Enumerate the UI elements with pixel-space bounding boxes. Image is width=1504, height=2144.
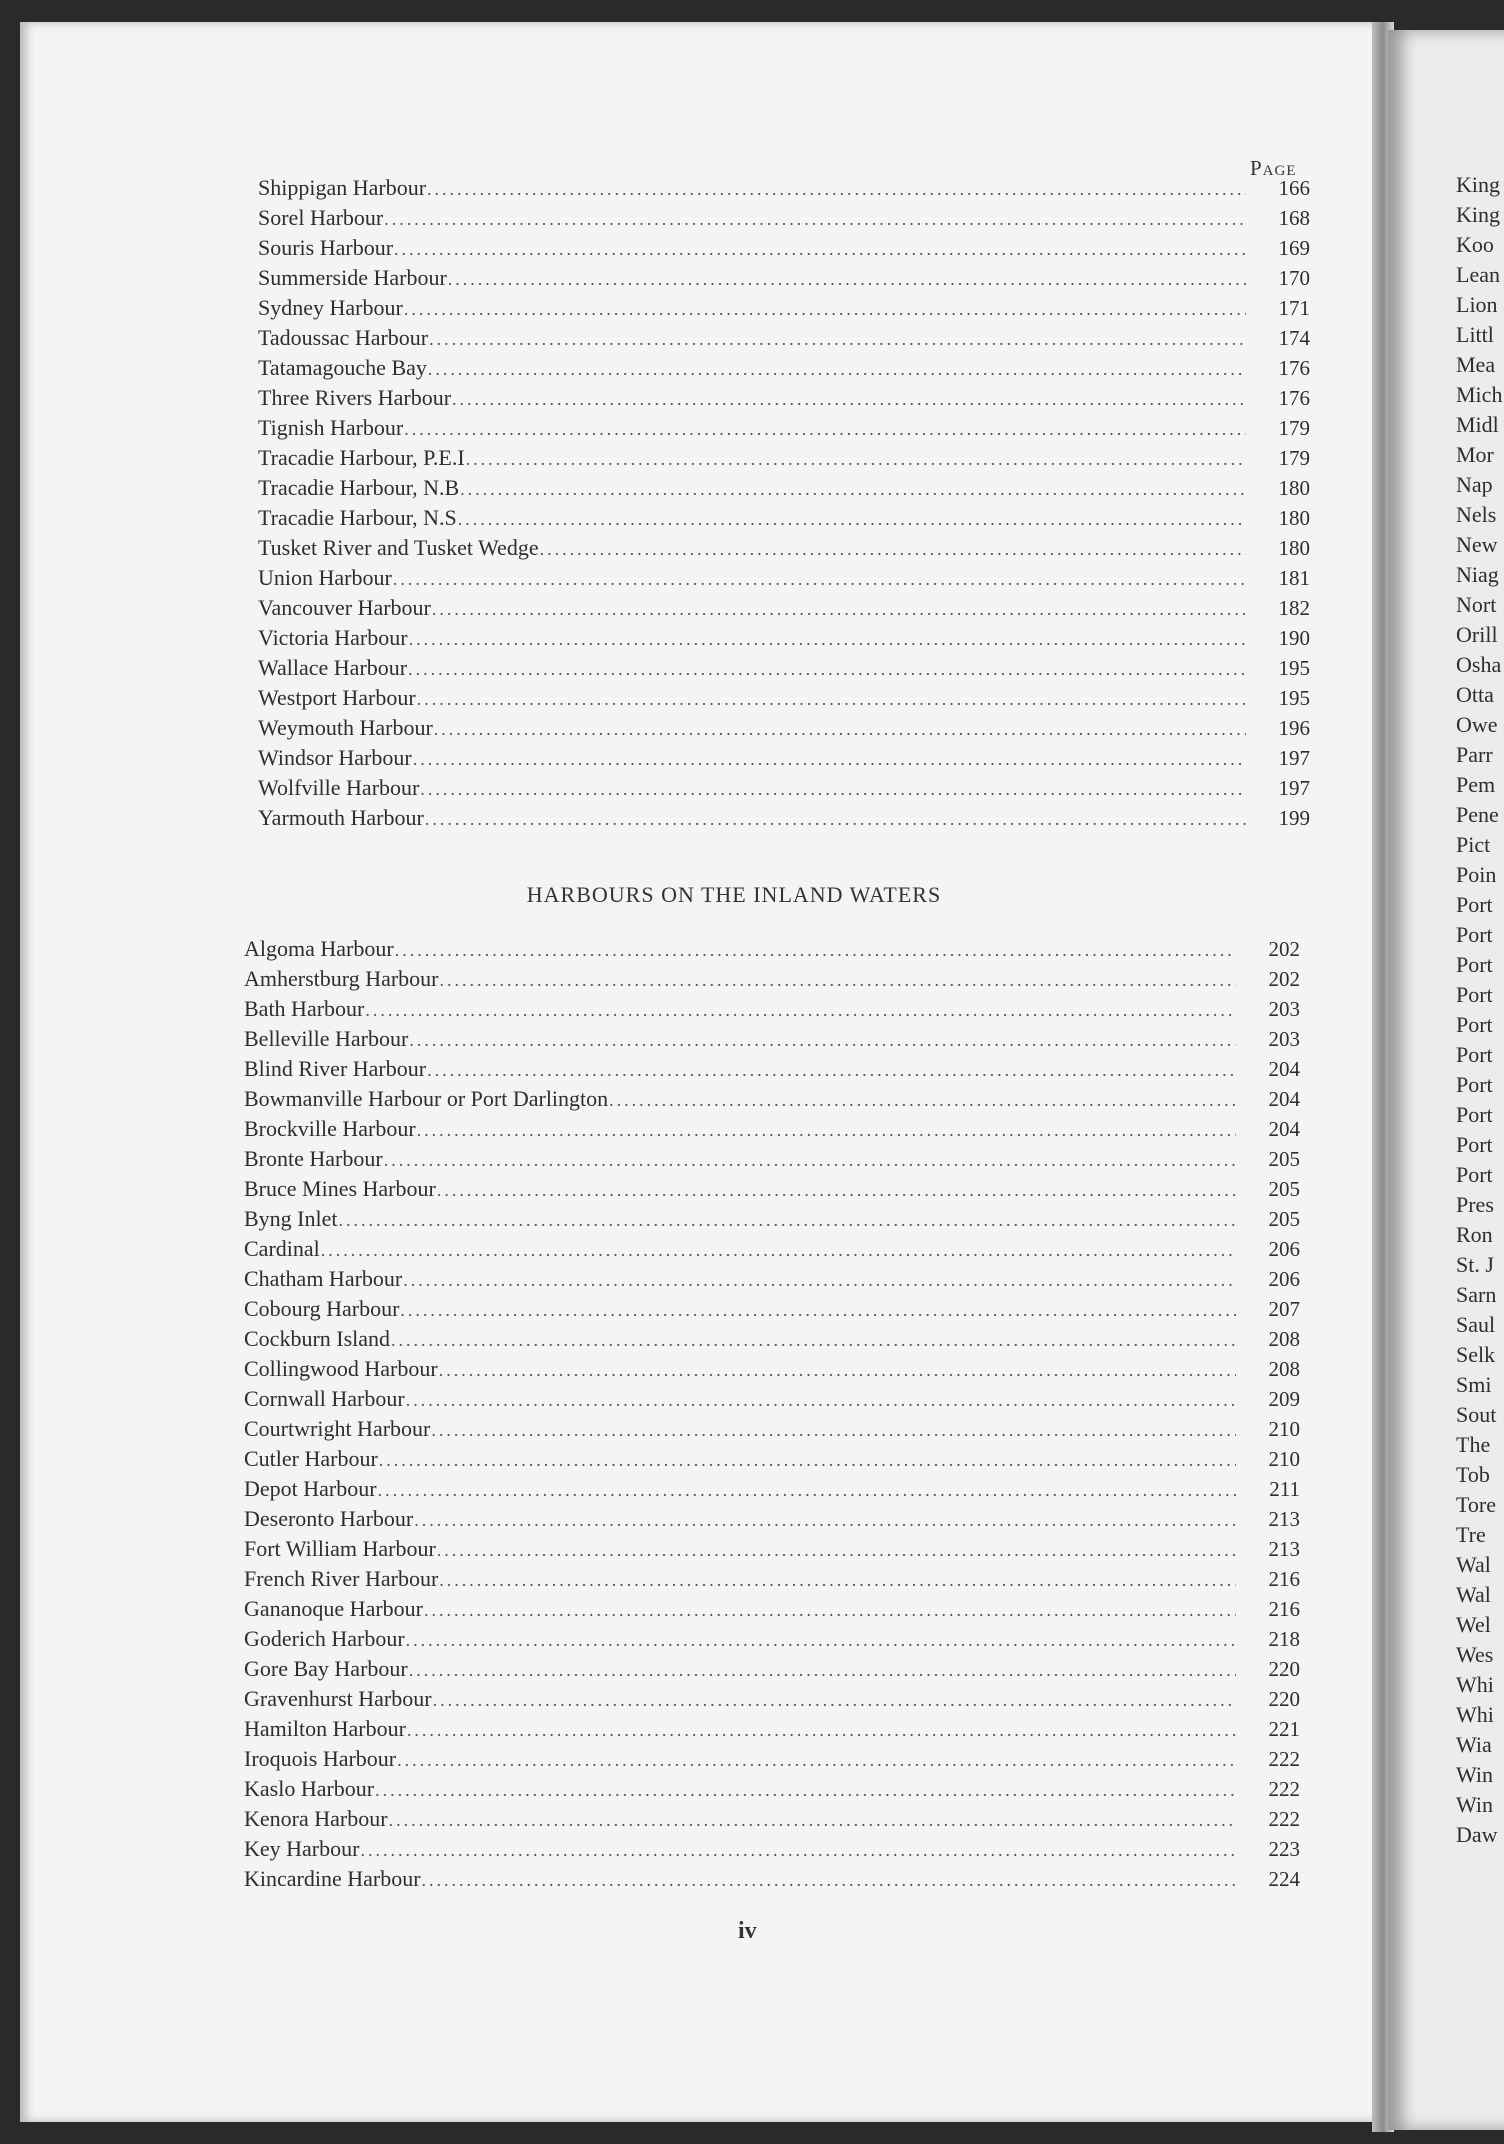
right-page-entry-fragment: Wel xyxy=(1456,1612,1491,1637)
toc-entry-page: 182 xyxy=(1278,596,1310,620)
toc-entry-name: Algoma Harbour xyxy=(244,936,394,961)
toc-entry-name: Gore Bay Harbour xyxy=(244,1656,408,1681)
toc-entry xyxy=(244,1806,1300,1836)
toc-entry-page: 220 xyxy=(1268,1657,1300,1681)
toc-entry xyxy=(244,1866,1300,1896)
toc-entry-name: Hamilton Harbour xyxy=(244,1716,406,1741)
right-page-entry-fragment: Lion xyxy=(1456,292,1498,317)
right-page-entry-fragment: Wia xyxy=(1456,1732,1492,1757)
dot-leader xyxy=(360,1840,1236,1861)
dot-leader xyxy=(434,719,1246,740)
toc-entry xyxy=(244,1386,1300,1416)
right-page-entry-fragment: Win xyxy=(1456,1792,1493,1817)
toc-entry-name: Sorel Harbour xyxy=(258,205,384,230)
toc-entry xyxy=(244,1086,1300,1116)
dot-leader xyxy=(393,569,1246,590)
dot-leader xyxy=(422,1870,1236,1891)
toc-entry-page: 222 xyxy=(1268,1777,1300,1801)
right-page-entry-fragment: Lean xyxy=(1456,262,1500,287)
dot-leader xyxy=(439,1570,1236,1591)
toc-entry-name: Victoria Harbour xyxy=(258,625,408,650)
toc-entry-name: Courtwright Harbour xyxy=(244,1416,431,1441)
toc-entry-page: 205 xyxy=(1268,1177,1300,1201)
right-page-entry-fragment: Port xyxy=(1456,982,1493,1007)
right-page-entry-fragment: Port xyxy=(1456,1132,1493,1157)
toc-entry-name: Vancouver Harbour xyxy=(258,595,431,620)
toc-entry-page: 179 xyxy=(1278,446,1310,470)
toc-entry xyxy=(258,325,1310,355)
dot-leader xyxy=(339,1210,1237,1231)
toc-entry-name: Weymouth Harbour xyxy=(258,715,433,740)
toc-entry-page: 218 xyxy=(1268,1627,1300,1651)
dot-leader xyxy=(440,970,1237,991)
toc-entry-name: Tatamagouche Bay xyxy=(258,355,427,380)
toc-entry xyxy=(244,1626,1300,1656)
right-page-entry-fragment: Sarn xyxy=(1456,1282,1497,1307)
right-page-entry-fragment: Poin xyxy=(1456,862,1497,887)
dot-leader xyxy=(424,1600,1236,1621)
right-page-entry-fragment: Wal xyxy=(1456,1552,1491,1577)
dot-leader xyxy=(384,1150,1236,1171)
toc-entry-name: Cobourg Harbour xyxy=(244,1296,400,1321)
toc-entry-page: 211 xyxy=(1269,1477,1300,1501)
toc-entry-page: 216 xyxy=(1268,1597,1300,1621)
toc-entry-page: 176 xyxy=(1278,386,1310,410)
toc-entry-name: Collingwood Harbour xyxy=(244,1356,438,1381)
right-page-entry-fragment: Smi xyxy=(1456,1372,1492,1397)
toc-entry-name: Kaslo Harbour xyxy=(244,1776,375,1801)
toc-entry xyxy=(258,505,1310,535)
right-page-entry-fragment: Port xyxy=(1456,1072,1493,1097)
toc-entry-page: 216 xyxy=(1268,1567,1300,1591)
dot-leader xyxy=(379,1450,1236,1471)
toc-entry-name: Bruce Mines Harbour xyxy=(244,1176,436,1201)
toc-entry-page: 197 xyxy=(1278,776,1310,800)
dot-leader xyxy=(408,659,1246,680)
toc-entry xyxy=(244,1296,1300,1326)
dot-leader xyxy=(452,389,1246,410)
toc-entry-page: 166 xyxy=(1278,176,1310,200)
toc-entry xyxy=(258,565,1310,595)
toc-entry-name: Sydney Harbour xyxy=(258,295,403,320)
toc-entry-page: 168 xyxy=(1278,206,1310,230)
right-page-entry-fragment: Ron xyxy=(1456,1222,1493,1247)
toc-entry-name: Kenora Harbour xyxy=(244,1806,388,1831)
toc-entry xyxy=(258,415,1310,445)
dot-leader xyxy=(466,449,1246,470)
right-page-entry-fragment: Sout xyxy=(1456,1402,1497,1427)
right-page-entry-fragment: St. J xyxy=(1456,1252,1494,1277)
right-page-entry-fragment: King xyxy=(1456,172,1500,197)
dot-leader xyxy=(395,940,1236,961)
right-page-entry-fragment: Port xyxy=(1456,952,1493,977)
toc-entry xyxy=(244,966,1300,996)
toc-entry-name: Deseronto Harbour xyxy=(244,1506,414,1531)
toc-entry-page: 209 xyxy=(1268,1387,1300,1411)
toc-entry-page: 222 xyxy=(1268,1747,1300,1771)
toc-entry xyxy=(244,1596,1300,1626)
dot-leader xyxy=(437,1540,1236,1561)
right-page-entry-fragment: Wal xyxy=(1456,1582,1491,1607)
section-heading-text: HARBOURS ON THE INLAND WATERS xyxy=(526,882,942,907)
toc-entry xyxy=(244,1056,1300,1086)
toc-entry-name: Bronte Harbour xyxy=(244,1146,383,1171)
toc-entry-page: 206 xyxy=(1268,1267,1300,1291)
toc-entry xyxy=(244,1116,1300,1146)
section-heading xyxy=(20,882,1388,908)
toc-entry-page: 213 xyxy=(1268,1537,1300,1561)
right-page-entry-fragment: Whi xyxy=(1456,1702,1494,1727)
toc-entry-name: Souris Harbour xyxy=(258,235,394,260)
dot-leader xyxy=(378,1480,1236,1501)
toc-entry-name: Iroquois Harbour xyxy=(244,1746,397,1771)
right-page-entry-fragment: Mor xyxy=(1456,442,1494,467)
right-page-entry-fragment: Mich xyxy=(1456,382,1503,407)
right-page-entry-fragment: Pene xyxy=(1456,802,1499,827)
toc-entry xyxy=(258,175,1310,205)
toc-entry-name: Tignish Harbour xyxy=(258,415,404,440)
right-page-entry-fragment: Pict xyxy=(1456,832,1491,857)
dot-leader xyxy=(429,329,1246,350)
right-page-entry-fragment: Pem xyxy=(1456,772,1496,797)
toc-entry-page: 179 xyxy=(1278,416,1310,440)
toc-entry-name: Westport Harbour xyxy=(258,685,416,710)
toc-entry-page: 169 xyxy=(1278,236,1310,260)
dot-leader xyxy=(400,1300,1236,1321)
right-page-entry-fragment: Saul xyxy=(1456,1312,1496,1337)
toc-entry xyxy=(244,936,1300,966)
toc-entry-name: Windsor Harbour xyxy=(258,745,412,770)
right-page-entry-fragment: Mea xyxy=(1456,352,1496,377)
page-column-label: Page xyxy=(1250,156,1297,180)
dot-leader xyxy=(375,1780,1236,1801)
toc-entry xyxy=(258,745,1310,775)
right-page-entry-fragment: Parr xyxy=(1456,742,1493,767)
toc-entry xyxy=(244,1206,1300,1236)
toc-entry-name: Union Harbour xyxy=(258,565,392,590)
toc-entry xyxy=(244,1716,1300,1746)
right-page-entry-fragment: Niag xyxy=(1456,562,1499,587)
toc-entry xyxy=(244,1356,1300,1386)
toc-entry-page: 190 xyxy=(1278,626,1310,650)
toc-entry-page: 208 xyxy=(1268,1357,1300,1381)
dot-leader xyxy=(417,1120,1236,1141)
toc-entry-name: Blind River Harbour xyxy=(244,1056,427,1081)
dot-leader xyxy=(391,1330,1236,1351)
toc-entry xyxy=(258,685,1310,715)
dot-leader xyxy=(460,479,1246,500)
toc-entry-name: Tracadie Harbour, P.E.I xyxy=(258,445,465,470)
toc-entry-name: Kincardine Harbour xyxy=(244,1866,421,1891)
toc-entry-page: 223 xyxy=(1268,1837,1300,1861)
toc-list-maritime xyxy=(258,175,1310,835)
page-folio: iv xyxy=(738,1918,757,1944)
dot-leader xyxy=(404,299,1246,320)
toc-entry-name: Summerside Harbour xyxy=(258,265,447,290)
toc-entry-page: 210 xyxy=(1268,1447,1300,1471)
toc-entry-name: Fort William Harbour xyxy=(244,1536,436,1561)
toc-entry-page: 196 xyxy=(1278,716,1310,740)
right-page-entry-fragment: Osha xyxy=(1456,652,1502,677)
toc-entry xyxy=(258,805,1310,835)
toc-entry xyxy=(258,775,1310,805)
dot-leader xyxy=(433,1690,1236,1711)
toc-entry-name: French River Harbour xyxy=(244,1566,439,1591)
dot-leader xyxy=(413,749,1246,770)
dot-leader xyxy=(448,269,1246,290)
toc-entry xyxy=(244,1476,1300,1506)
toc-entry xyxy=(244,1236,1300,1266)
right-page-entry-fragment: Tob xyxy=(1456,1462,1490,1487)
toc-entry xyxy=(244,1686,1300,1716)
toc-entry-page: 195 xyxy=(1278,656,1310,680)
toc-entry-page: 206 xyxy=(1268,1237,1300,1261)
dot-leader xyxy=(384,209,1246,230)
toc-entry xyxy=(244,1836,1300,1866)
right-page-entry-fragment: Whi xyxy=(1456,1672,1494,1697)
right-page-entry-fragment: New xyxy=(1456,532,1498,557)
toc-entry-name: Gananoque Harbour xyxy=(244,1596,423,1621)
toc-entry-name: Depot Harbour xyxy=(244,1476,377,1501)
toc-list-inland xyxy=(244,936,1300,1896)
right-page-entry-fragment: Wes xyxy=(1456,1642,1494,1667)
right-page-entry-fragment: Littl xyxy=(1456,322,1494,347)
dot-leader xyxy=(321,1240,1236,1261)
toc-entry-page: 203 xyxy=(1268,1027,1300,1051)
toc-entry xyxy=(258,235,1310,265)
dot-leader xyxy=(417,689,1246,710)
dot-leader xyxy=(414,1510,1236,1531)
right-page-entry-fragment: Nort xyxy=(1456,592,1497,617)
toc-entry-name: Wolfville Harbour xyxy=(258,775,420,800)
toc-entry-page: 204 xyxy=(1268,1057,1300,1081)
toc-entry-page: 222 xyxy=(1268,1807,1300,1831)
toc-entry xyxy=(258,205,1310,235)
toc-entry-page: 170 xyxy=(1278,266,1310,290)
dot-leader xyxy=(409,1660,1236,1681)
toc-entry-page: 202 xyxy=(1268,937,1300,961)
right-page-entry-fragment: Owe xyxy=(1456,712,1498,737)
right-page-entry-fragment: Win xyxy=(1456,1762,1493,1787)
toc-entry-name: Goderich Harbour xyxy=(244,1626,405,1651)
right-page-entry-fragment: Orill xyxy=(1456,622,1498,647)
toc-entry-page: 180 xyxy=(1278,476,1310,500)
dot-leader xyxy=(409,629,1246,650)
toc-entry-page: 176 xyxy=(1278,356,1310,380)
right-page-entry-fragment: Selk xyxy=(1456,1342,1496,1367)
toc-entry-page: 197 xyxy=(1278,746,1310,770)
dot-leader xyxy=(437,1180,1236,1201)
right-page-entry-fragment: Port xyxy=(1456,1102,1493,1127)
dot-leader xyxy=(394,239,1246,260)
toc-entry-page: 171 xyxy=(1278,296,1310,320)
right-page-entry-fragment: Koo xyxy=(1456,232,1494,257)
toc-entry xyxy=(244,1656,1300,1686)
dot-leader xyxy=(458,509,1246,530)
toc-entry-page: 207 xyxy=(1268,1297,1300,1321)
dot-leader xyxy=(403,1270,1236,1291)
dot-leader xyxy=(389,1810,1236,1831)
right-page-entry-fragment: Port xyxy=(1456,1162,1493,1187)
toc-entry-page: 181 xyxy=(1278,566,1310,590)
toc-entry-page: 180 xyxy=(1278,506,1310,530)
dot-leader xyxy=(409,1030,1236,1051)
toc-entry xyxy=(244,996,1300,1026)
toc-entry-page: 204 xyxy=(1268,1117,1300,1141)
dot-leader xyxy=(428,359,1246,380)
toc-entry xyxy=(244,1326,1300,1356)
dot-leader xyxy=(432,599,1246,620)
right-page-entry-fragment: Port xyxy=(1456,922,1493,947)
toc-entry-name: Cornwall Harbour xyxy=(244,1386,405,1411)
toc-entry-page: 202 xyxy=(1268,967,1300,991)
toc-entry xyxy=(244,1776,1300,1806)
toc-entry xyxy=(258,535,1310,565)
toc-entry-name: Amherstburg Harbour xyxy=(244,966,439,991)
toc-entry-page: 204 xyxy=(1268,1087,1300,1111)
toc-entry xyxy=(258,625,1310,655)
toc-entry xyxy=(258,715,1310,745)
toc-entry xyxy=(258,355,1310,385)
right-page-entry-fragment: Otta xyxy=(1456,682,1494,707)
dot-leader xyxy=(431,1420,1236,1441)
toc-entry xyxy=(244,1266,1300,1296)
toc-entry-name: Tracadie Harbour, N.B xyxy=(258,475,460,500)
dot-leader xyxy=(420,779,1246,800)
right-page-entry-fragment: Midl xyxy=(1456,412,1499,437)
right-page-entry-fragment: Port xyxy=(1456,1042,1493,1067)
toc-entry xyxy=(244,1176,1300,1206)
toc-entry xyxy=(244,1416,1300,1446)
toc-entry-name: Cockburn Island xyxy=(244,1326,391,1351)
toc-entry xyxy=(244,1026,1300,1056)
dot-leader xyxy=(425,809,1246,830)
right-page-list xyxy=(1456,172,1504,1852)
toc-entry-page: 205 xyxy=(1268,1147,1300,1171)
right-page-entry-fragment: Tre xyxy=(1456,1522,1486,1547)
dot-leader xyxy=(404,419,1246,440)
right-page-entry-fragment: The xyxy=(1456,1432,1491,1457)
toc-entry-name: Bath Harbour xyxy=(244,996,365,1021)
right-page-entry-fragment: Tore xyxy=(1456,1492,1496,1517)
toc-entry-name: Gravenhurst Harbour xyxy=(244,1686,432,1711)
toc-entry-name: Shippigan Harbour xyxy=(258,175,427,200)
toc-entry-page: 203 xyxy=(1268,997,1300,1021)
dot-leader xyxy=(427,179,1246,200)
right-page-entry-fragment: King xyxy=(1456,202,1500,227)
toc-entry xyxy=(244,1506,1300,1536)
toc-entry-page: 224 xyxy=(1268,1867,1300,1891)
dot-leader xyxy=(609,1090,1236,1111)
toc-entry xyxy=(244,1536,1300,1566)
toc-entry xyxy=(258,655,1310,685)
toc-entry xyxy=(244,1566,1300,1596)
right-page-entry-fragment: Pres xyxy=(1456,1192,1494,1217)
toc-entry-page: 208 xyxy=(1268,1327,1300,1351)
toc-entry-name: Byng Inlet xyxy=(244,1206,338,1231)
toc-entry-name: Tusket River and Tusket Wedge xyxy=(258,535,539,560)
dot-leader xyxy=(439,1360,1236,1381)
toc-entry-page: 195 xyxy=(1278,686,1310,710)
toc-entry-page: 213 xyxy=(1268,1507,1300,1531)
toc-entry-name: Tracadie Harbour, N.S xyxy=(258,505,457,530)
toc-entry-name: Brockville Harbour xyxy=(244,1116,416,1141)
toc-entry-name: Chatham Harbour xyxy=(244,1266,403,1291)
toc-entry-page: 221 xyxy=(1268,1717,1300,1741)
toc-entry-page: 180 xyxy=(1278,536,1310,560)
toc-entry xyxy=(258,445,1310,475)
toc-entry-name: Key Harbour xyxy=(244,1836,360,1861)
dot-leader xyxy=(365,1000,1236,1021)
toc-entry xyxy=(244,1746,1300,1776)
toc-entry xyxy=(258,385,1310,415)
right-page-entry-fragment: Port xyxy=(1456,1012,1493,1037)
right-page-entry-fragment: Nels xyxy=(1456,502,1497,527)
toc-entry-page: 174 xyxy=(1278,326,1310,350)
toc-entry-name: Belleville Harbour xyxy=(244,1026,409,1051)
dot-leader xyxy=(406,1390,1236,1411)
toc-entry-page: 199 xyxy=(1278,806,1310,830)
toc-entry-name: Yarmouth Harbour xyxy=(258,805,424,830)
dot-leader xyxy=(406,1630,1236,1651)
toc-entry xyxy=(258,595,1310,625)
dot-leader xyxy=(427,1060,1236,1081)
toc-entry-name: Tadoussac Harbour xyxy=(258,325,429,350)
dot-leader xyxy=(397,1750,1236,1771)
toc-entry xyxy=(258,295,1310,325)
toc-entry-page: 220 xyxy=(1268,1687,1300,1711)
toc-entry-name: Bowmanville Harbour or Port Darlington xyxy=(244,1086,609,1111)
toc-entry-page: 210 xyxy=(1268,1417,1300,1441)
left-page xyxy=(20,22,1388,2122)
toc-entry-name: Cutler Harbour xyxy=(244,1446,378,1471)
dot-leader xyxy=(407,1720,1236,1741)
toc-entry xyxy=(258,265,1310,295)
toc-entry-name: Three Rivers Harbour xyxy=(258,385,452,410)
toc-entry-page: 205 xyxy=(1268,1207,1300,1231)
toc-entry xyxy=(244,1146,1300,1176)
toc-entry-name: Wallace Harbour xyxy=(258,655,408,680)
toc-entry-name: Cardinal xyxy=(244,1236,320,1261)
toc-entry xyxy=(258,475,1310,505)
dot-leader xyxy=(540,539,1246,560)
right-page-entry-fragment: Daw xyxy=(1456,1822,1498,1847)
right-page-entry-fragment: Nap xyxy=(1456,472,1493,497)
toc-entry xyxy=(244,1446,1300,1476)
right-page-entry-fragment: Port xyxy=(1456,892,1493,917)
